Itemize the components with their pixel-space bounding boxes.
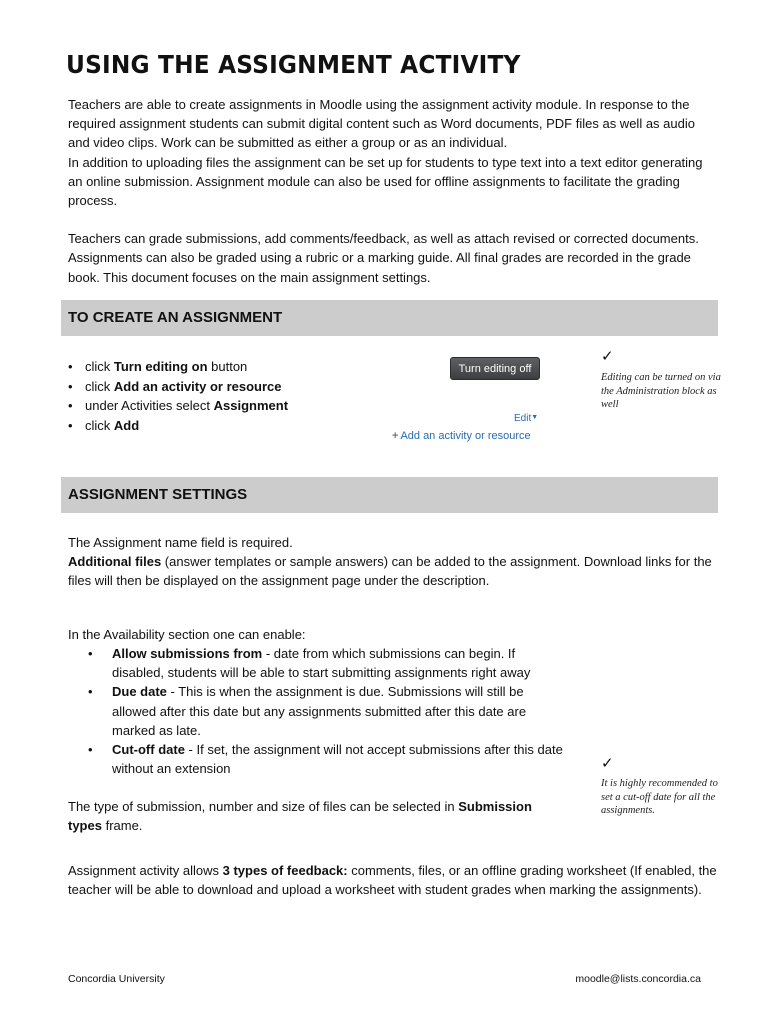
footer-email: moodle@lists.concordia.ca — [575, 973, 701, 985]
section-header-settings — [61, 477, 718, 513]
feedback-text: Assignment activity allows 3 types of feedback: comments, files, or an offline grading worksheet (If enabled, the teacher will be able to download and upload a worksheet with student grades when marking the assignments). — [68, 863, 717, 898]
list-item: • Allow submissions from - date from which submissions can begin. If disabled, students will be able to start submitting assignments right away — [88, 644, 566, 682]
list-item: • under Activities select Assignment — [68, 396, 388, 416]
list-item: • Cut-off date - If set, the assignment will not accept submissions after this date without an extension — [88, 740, 566, 778]
availability-intro: In the Availability section one can enable: — [68, 627, 306, 642]
edit-menu-link[interactable]: Edit▼ — [514, 413, 539, 424]
caret-down-icon: ▼ — [531, 414, 539, 421]
intro-paragraph-1: Teachers are able to create assignments in Moodle using the assignment activity module. In response to the required assignment students can submit digital content such as Word documents, PDF files as well as audio and video clips. Work can be submitted as either a group or as an individual. — [68, 97, 695, 151]
editing-tip-note: Editing can be turned on via the Administration block as well — [601, 372, 721, 410]
additional-files-text: Additional files (answer templates or sample answers) can be added to the assignment. Download links for the files will then be displayed on the assignment page under the description. — [68, 554, 712, 589]
checkmark-icon: ✓ — [601, 347, 614, 365]
section-header-create — [61, 300, 718, 336]
availability-list — [88, 644, 566, 778]
name-required-text: The Assignment name field is required. — [68, 535, 293, 550]
section-heading-settings: ASSIGNMENT SETTINGS — [68, 486, 248, 503]
list-item: • click Add — [68, 416, 388, 436]
intro-text — [68, 95, 718, 287]
submission-types-text: The type of submission, number and size of files can be selected in Submission types frame. — [68, 799, 532, 834]
list-item: • click Add an activity or resource — [68, 377, 388, 397]
plus-icon: + — [392, 430, 399, 442]
create-steps-list — [68, 357, 388, 435]
list-item: • click Turn editing on button — [68, 357, 388, 377]
intro-paragraph-3: Teachers can grade submissions, add comments/feedback, as well as attach revised or corrected documents. Assignments can also be graded using a rubric or a marking guide. All final grades are recorded in the grade book. This document focuses on the main assignment settings. — [68, 231, 699, 285]
checkmark-icon: ✓ — [601, 754, 614, 772]
turn-editing-off-button[interactable]: Turn editing off — [450, 357, 540, 380]
section-heading-create: TO CREATE AN ASSIGNMENT — [68, 309, 283, 326]
page-title: USING THE ASSIGNMENT ACTIVITY — [66, 50, 521, 79]
cutoff-tip-note: It is highly recommended to set a cut-off date for all the assignments. — [601, 778, 718, 816]
settings-text — [68, 533, 718, 591]
list-item: • Due date - This is when the assignment is due. Submissions will still be allowed after this date but any assignments submitted after this date are marked as late. — [88, 682, 566, 740]
intro-paragraph-2: In addition to uploading files the assignment can be set up for students to type text into a text editor generating an online submission. Assignment module can also be used for offline assignments to facilitate the grading process. — [68, 154, 703, 209]
add-activity-link[interactable]: + Add an activity or resource — [392, 430, 531, 442]
footer-organization: Concordia University — [68, 973, 165, 985]
